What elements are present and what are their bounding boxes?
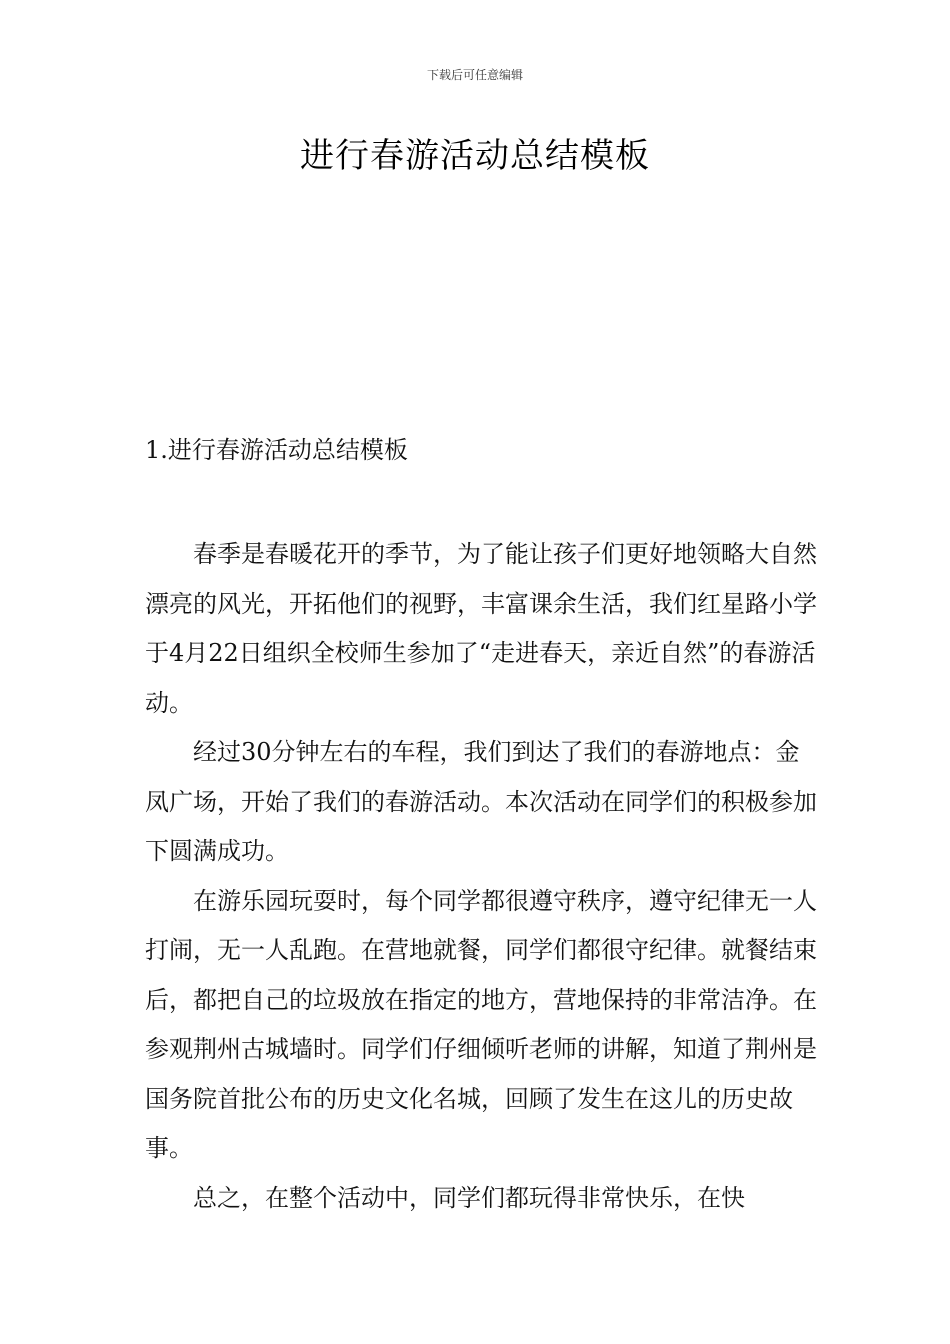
paragraph: 总之，在整个活动中，同学们都玩得非常快乐，在快 [193, 1183, 745, 1212]
paragraph: 春季是春暖花开的季节，为了能让孩子们更好地领略大自然漂亮的风光，开拓他们的视野，丰富课余生活，我们红星路小学于4月22日组织全校师生参加了“走进春天，亲近自然”的春游活动。 [145, 540, 817, 717]
header-note: 下载后可任意编辑 [426, 68, 523, 82]
paragraph: 在游乐园玩耍时，每个同学都很遵守秩序，遵守纪律无一人打闹，无一人乱跑。在营地就餐，同学们都很守纪律。就餐结束后，都把自己的垃圾放在指定的地方，营地保持的非常洁净。在参观荆州古城墙时。同学们仔细倾听老师的讲解，知道了荆州是国务院首批公布的历史文化名城，回顾了发生在这儿的历史故事。 [145, 886, 817, 1162]
section-heading: 1.进行春游活动总结模板 [145, 436, 408, 464]
document-body [145, 530, 820, 1223]
document-title: 进行春游活动总结模板 [300, 136, 650, 176]
paragraph: 经过30分钟左右的车程，我们到达了我们的春游地点：金凤广场，开始了我们的春游活动。本次活动在同学们的积极参加下圆满成功。 [145, 738, 817, 865]
